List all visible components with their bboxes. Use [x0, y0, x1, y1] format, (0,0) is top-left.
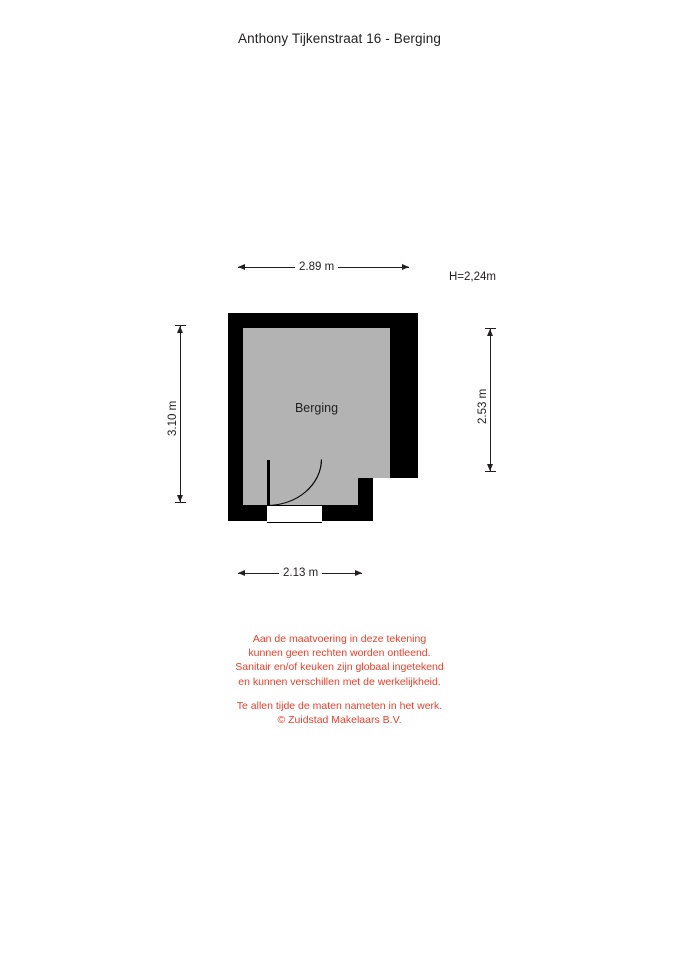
- dim-bottom-label: 2.13 m: [279, 567, 322, 579]
- dim-right-arrow-down: [487, 464, 493, 471]
- dim-left-arrow-up: [177, 326, 183, 333]
- dim-right-label: 2.53 m: [477, 385, 489, 428]
- dim-left-line: [180, 325, 181, 502]
- disclaimer-spacer: [0, 689, 679, 699]
- dim-top-label: 2.89 m: [295, 261, 338, 273]
- dim-right-cap-bottom: [485, 471, 496, 472]
- disclaimer-line-3: Sanitair en/of keuken zijn globaal ingetekend: [235, 661, 444, 674]
- disclaimer-block: [0, 632, 679, 727]
- disclaimer-line-1: Aan de maatvoering in deze tekening: [252, 633, 427, 645]
- disclaimer-line-4: en kunnen verschillen met de werkelijkheid.: [238, 675, 441, 688]
- page-title: Anthony Tijkenstraat 16 - Berging: [238, 31, 441, 46]
- dim-top-arrow-right: [402, 264, 409, 270]
- disclaimer-line-5: Te allen tijde de maten nameten in het werk.: [236, 699, 443, 712]
- room-label-berging: Berging: [294, 401, 339, 415]
- door-leaf: [267, 460, 270, 506]
- dim-left-arrow-down: [177, 495, 183, 502]
- ceiling-height-note: H=2,24m: [449, 271, 496, 283]
- dim-right-arrow-up: [487, 329, 493, 336]
- wall-notch-cutout: [373, 478, 418, 521]
- dim-right-line: [490, 328, 491, 471]
- disclaimer-copyright: © Zuidstad Makelaars B.V.: [277, 714, 402, 727]
- dim-top-arrow-left: [238, 264, 245, 270]
- door-opening: [267, 505, 322, 523]
- dim-bottom-arrow-left: [238, 570, 245, 576]
- dim-left-label: 3.10 m: [167, 397, 179, 440]
- dim-left-cap-bottom: [175, 502, 186, 503]
- dim-bottom-arrow-right: [355, 570, 362, 576]
- disclaimer-line-2: kunnen geen rechten worden ontleend.: [248, 647, 431, 660]
